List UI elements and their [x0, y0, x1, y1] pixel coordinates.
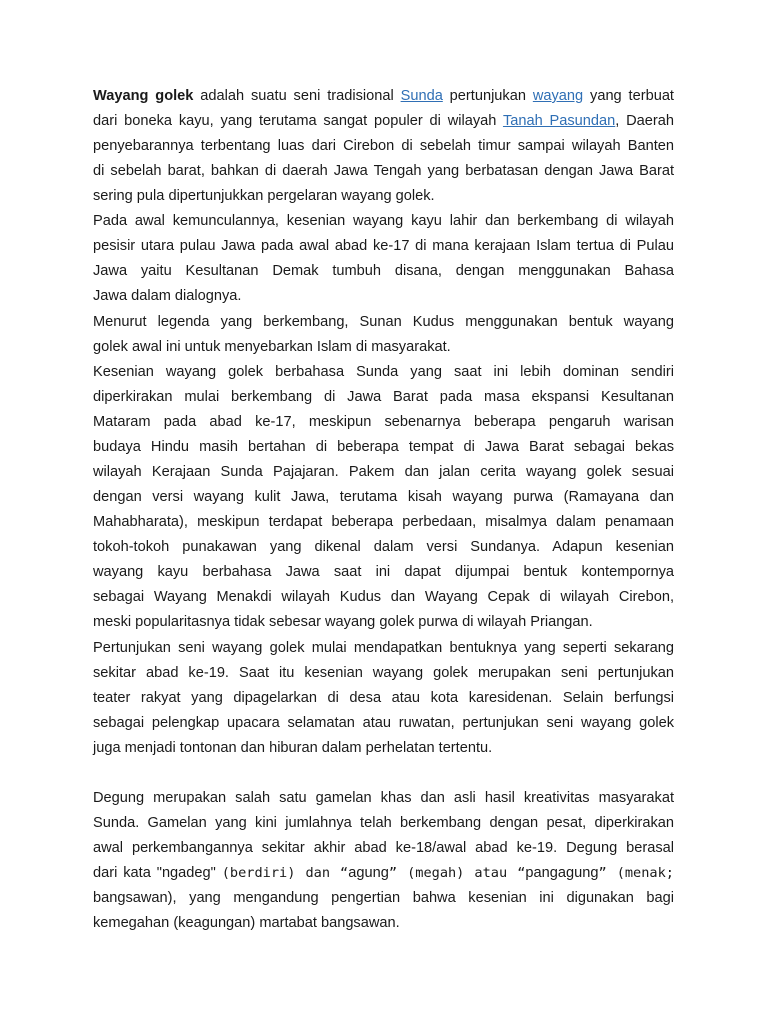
link-tanah-pasundan[interactable]: Tanah Pasundan [502, 113, 616, 129]
p1-line-4: di sebelah barat, bahkan di daerah Jawa Tengah yang berbatasan dengan Jawa Barat [93, 163, 674, 179]
p4-line-3: Mataram pada abad ke-17, meskipun sebenarnya beberapa pengaruh warisan [93, 414, 674, 430]
p1-line-5: sering pula dipertunjukkan pergelaran wayang golek. [93, 188, 435, 204]
p2-line-2: pesisir utara pulau Jawa pada awal abad ke-17 di mana kerajaan Islam tertua di Pulau [93, 238, 674, 254]
p5-line-4: sebagai pelengkap upacara selamatan atau ruwatan, pertunjukan seni wayang golek [93, 715, 674, 731]
p5-line-5: juga menjadi tontonan dan hiburan dalam perhelatan tertentu. [93, 740, 493, 756]
p5-line-1: Pertunjukan seni wayang golek mulai mendapatkan bentuknya yang seperti sekarang [93, 640, 674, 656]
p5-line-3: teater rakyat yang dipagelarkan di desa atau kota karesidenan. Selain berfungsi [93, 690, 674, 706]
term-wayang-golek: Wayang golek [93, 88, 194, 104]
p6-line-3: awal perkembangannya sekitar akhir abad ke-18/awal abad ke-19. Degung berasal [93, 840, 674, 856]
p4-line-9: wayang kayu berbahasa Jawa saat ini dapat dijumpai bentuk kontempornya [93, 564, 674, 580]
p3-line-1: Menurut legenda yang berkembang, Sunan Kudus menggunakan bentuk wayang [93, 314, 674, 330]
p6-line-2: Sunda. Gamelan yang kini jumlahnya telah berkembang dengan pesat, diperkirakan [93, 815, 674, 831]
p4-line-8: tokoh-tokoh punakawan yang dikenal dalam versi Sundanya. Adapun kesenian [93, 539, 674, 555]
p6-line-5: bangsawan), yang mengandung pengertian bahwa kesenian ini digunakan bagi [93, 890, 674, 906]
p4-line-5: wilayah Kerajaan Sunda Pajajaran. Pakem dan jalan cerita wayang golek sesuai [93, 464, 674, 480]
p2-line-4: Jawa dalam dialognya. [93, 288, 242, 304]
p1-line-1: Wayang golek adalah suatu seni tradisional Sunda pertunjukan wayang yang terbuat [93, 88, 674, 104]
p6-line-1: Degung merupakan salah satu gamelan khas dan asli hasil kreativitas masyarakat [93, 790, 674, 806]
p2-line-3: Jawa yaitu Kesultanan Demak tumbuh disana, dengan menggunakan Bahasa [93, 263, 674, 279]
p3-line-2: golek awal ini untuk menyebarkan Islam di masyarakat. [93, 339, 451, 355]
p4-line-6: dengan versi wayang kulit Jawa, terutama kisah wayang purwa (Ramayana dan [93, 489, 674, 505]
p2-line-1: Pada awal kemunculannya, kesenian wayang kayu lahir dan berkembang di wilayah [93, 213, 674, 229]
p4-line-10: sebagai Wayang Menakdi wilayah Kudus dan Wayang Cepak di wilayah Cirebon, [93, 589, 674, 605]
p6-line-4: dari kata "ngadeg" (berdiri) dan “agung” (megah) atau “pangagung” (menak; [93, 865, 674, 881]
p1-line-3: penyebarannya terbentang luas dari Cirebon di sebelah timur sampai wilayah Banten [93, 138, 674, 154]
p6-line-6: kemegahan (keagungan) martabat bangsawan. [93, 915, 400, 931]
p4-line-1: Kesenian wayang golek berbahasa Sunda yang saat ini lebih dominan sendiri [93, 364, 674, 380]
p1-line-2: dari boneka kayu, yang terutama sangat populer di wilayah Tanah Pasundan, Daerah [93, 113, 675, 129]
p4-line-11: meski popularitasnya tidak sebesar wayang golek purwa di wilayah Priangan. [93, 614, 593, 630]
p4-line-7: Mahabharata), meskipun terdapat beberapa perbedaan, misalmya dalam penamaan [93, 514, 674, 530]
p4-line-2: diperkirakan mulai berkembang di Jawa Barat pada masa ekspansi Kesultanan [93, 389, 674, 405]
p5-line-2: sekitar abad ke-19. Saat itu kesenian wayang golek merupakan seni pertunjukan [93, 665, 674, 681]
link-sunda[interactable]: Sunda [400, 88, 443, 104]
p4-line-4: budaya Hindu masih bertahan di beberapa tempat di Jawa Barat sebagai bekas [93, 439, 674, 455]
link-wayang[interactable]: wayang [532, 88, 584, 104]
